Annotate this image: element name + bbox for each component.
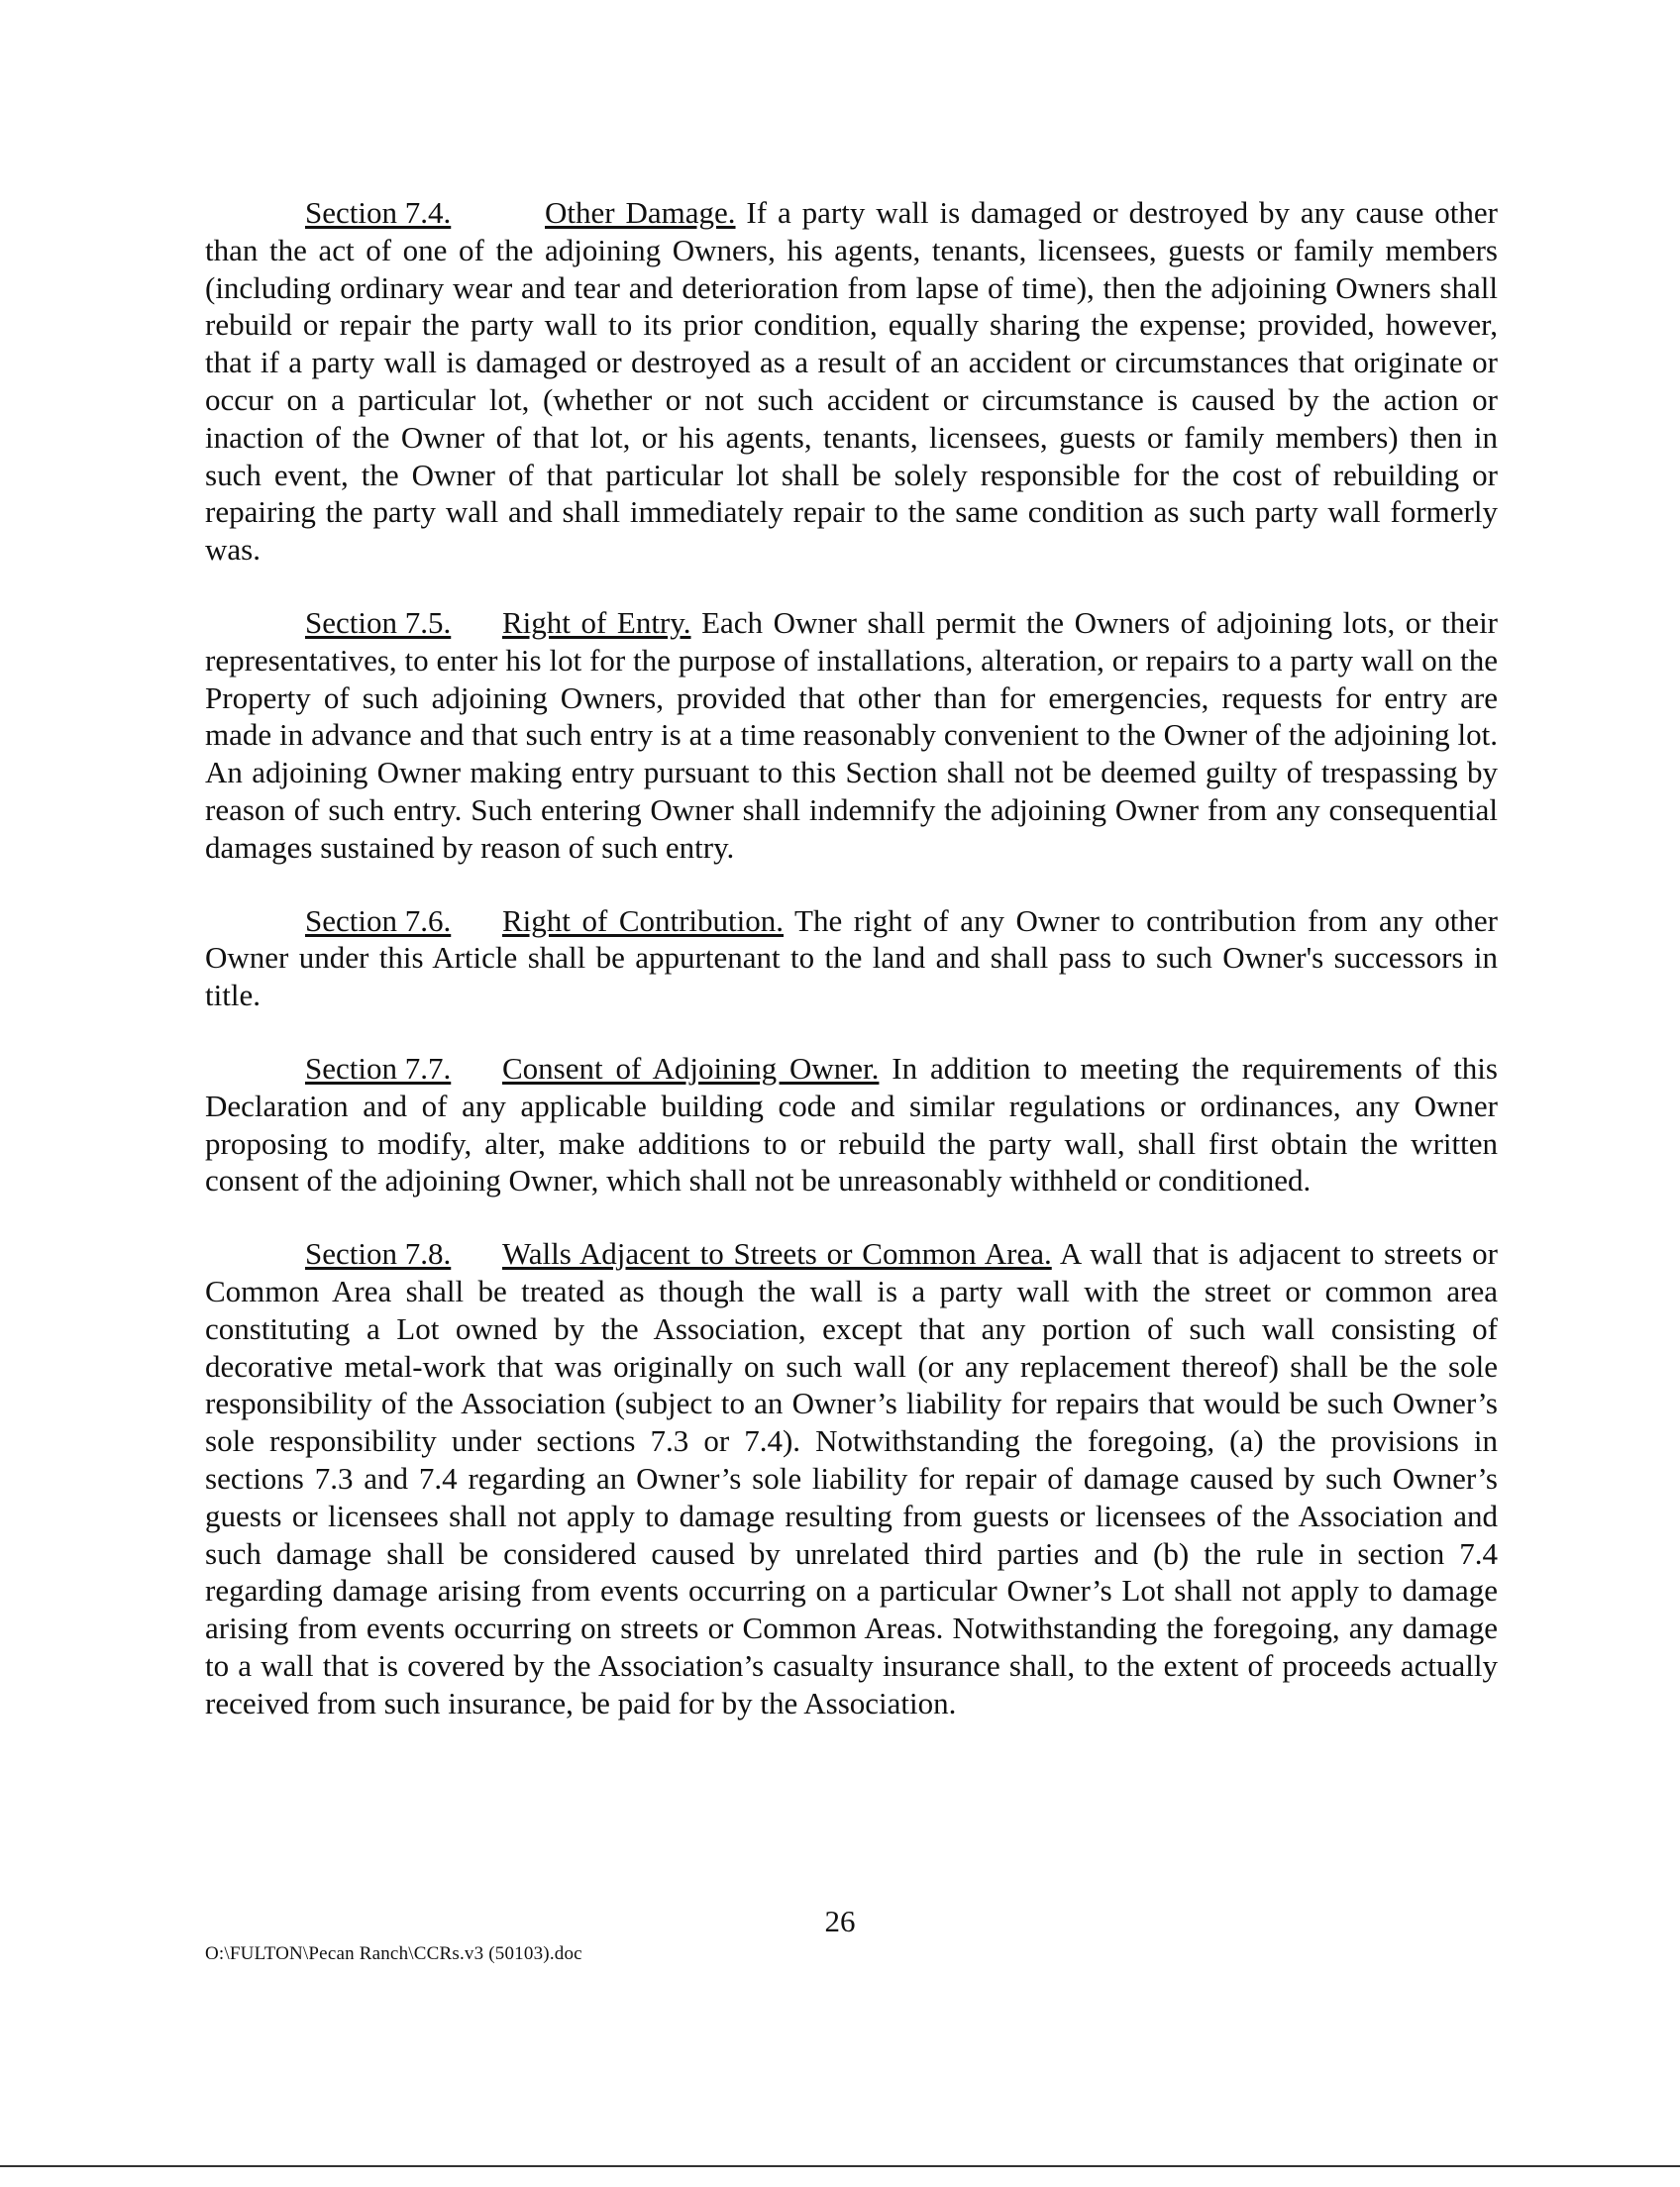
section-7-7	[205, 1050, 1498, 1199]
section-title: Right of Entry.	[502, 604, 691, 640]
section-number: Section 7.4.	[305, 195, 452, 230]
section-title: Other Damage.	[545, 195, 736, 230]
page-number: 26	[824, 1904, 856, 1938]
section-7-4	[205, 194, 1498, 569]
section-7-6	[205, 902, 1498, 1014]
section-number: Section 7.5.	[305, 604, 452, 640]
section-title: Walls Adjacent to Streets or Common Area.	[502, 1236, 1052, 1272]
document-body	[205, 194, 1498, 1757]
section-number: Section 7.8.	[305, 1236, 452, 1272]
page-bottom-rule	[0, 2165, 1680, 2167]
section-title: Consent of Adjoining Owner.	[502, 1050, 880, 1086]
section-body: If a party wall is damaged or destroyed by any cause other than the act of one of the adjoining Owners, his agents, tenants, licensees, guests or family members (including ordinary wear and tear and deterioration from lapse of time), then the adjoining Owners shall rebuild or repair the party wall to its prior condition, equally sharing the expense; provided, however, that if a party wall is damaged or destroyed as a result of an accident or circumstances that originate or occur on a particular lot, (whether or not such accident or circumstance is caused by the action or inaction of the Owner of that lot, or his agents, tenants, licensees, guests or family members) then in such event, the Owner of that particular lot shall be solely responsible for the cost of rebuilding or repairing the party wall and shall immediately repair to the same condition as such party wall formerly was.	[205, 195, 1498, 568]
section-title: Right of Contribution.	[502, 902, 785, 938]
section-number: Section 7.6.	[305, 902, 452, 938]
section-7-5	[205, 604, 1498, 867]
section-body: The right of any Owner to contribution from any other Owner under this Article shall be appurtenant to the land and shall pass to such Owner's successors in title.	[205, 902, 1498, 1013]
section-body: Each Owner shall permit the Owners of adjoining lots, or their representatives, to enter his lot for the purpose of installations, alteration, or repairs to a party wall on the Property of such adjoining Owners, provided that other than for emergencies, requests for entry are made in advance and that such entry is at a time reasonably convenient to the Owner of the adjoining lot. An adjoining Owner making entry pursuant to this Section shall not be deemed guilty of trespassing by reason of such entry. Such entering Owner shall indemnify the adjoining Owner from any consequential damages sustained by reason of such entry.	[205, 604, 1498, 865]
footer-file-path: O:\FULTON\Pecan Ranch\CCRs.v3 (50103).doc	[205, 1943, 582, 1964]
section-number: Section 7.7.	[305, 1050, 452, 1086]
section-body: A wall that is adjacent to streets or Common Area shall be treated as though the wall is a party wall with the street or common area constituting a Lot owned by the Association, except that any portion of such wall consisting of decorative metal-work that was originally on such wall (or any replacement thereof) shall be the sole responsibility of the Association (subject to an Owner’s liability for repairs that would be such Owner’s sole responsibility under sections 7.3 or 7.4). Notwithstanding the foregoing, (a) the provisions in sections 7.3 and 7.4 regarding an Owner’s sole liability for repair of damage caused by such Owner’s guests or licensees shall not apply to damage resulting from guests or licensees of the Association and such damage shall be considered caused by unrelated third parties and (b) the rule in section 7.4 regarding damage arising from events occurring on a particular Owner’s Lot shall not apply to damage arising from events occurring on streets or Common Areas. Notwithstanding the foregoing, any damage to a wall that is covered by the Association’s casualty insurance shall, to the extent of proceeds actually received from such insurance, be paid for by the Association.	[205, 1236, 1498, 1720]
section-7-8	[205, 1235, 1498, 1721]
section-body: In addition to meeting the requirements of this Declaration and of any applicable building code and similar regulations or ordinances, any Owner proposing to modify, alter, make additions to or rebuild the party wall, shall first obtain the written consent of the adjoining Owner, which shall not be unreasonably withheld or conditioned.	[205, 1050, 1498, 1198]
